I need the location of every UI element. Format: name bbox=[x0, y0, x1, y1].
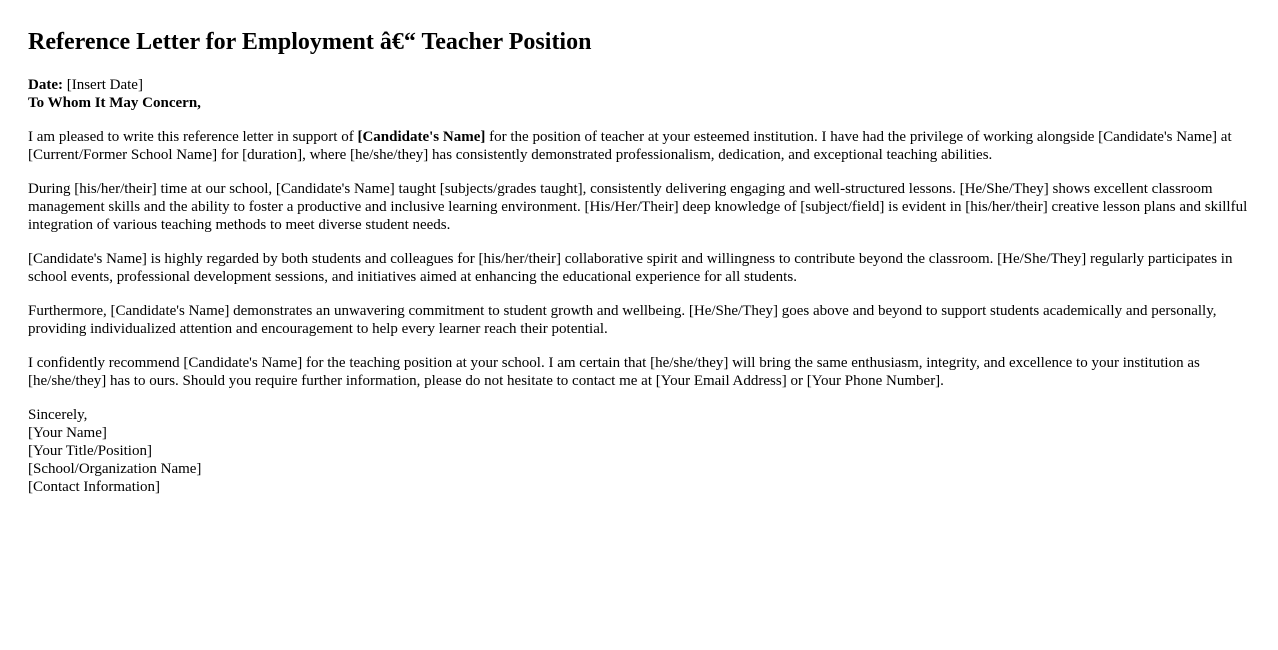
letter-header bbox=[28, 76, 1258, 112]
intro-text-before: I am pleased to write this reference letter in support of bbox=[28, 129, 358, 145]
salutation bbox=[28, 94, 1258, 112]
candidate-name: [Candidate's Name] bbox=[357, 129, 486, 145]
signature-organization: [School/Organization Name] bbox=[28, 461, 202, 477]
date-value: [Insert Date] bbox=[66, 77, 143, 93]
date-label: Date: bbox=[28, 77, 63, 93]
paragraph-collaboration: [Candidate's Name] is highly regarded by both students and colleagues for [his/her/their] collaborative spirit and willingness to contribute beyond the classroom. [He/She/They] regularly participates in school events, professional development sessions, and initiatives aimed at enhancing the educational experience for all students. bbox=[28, 251, 1233, 285]
letter-title: Reference Letter for Employment â€“ Teacher Position bbox=[28, 29, 592, 55]
paragraph-teaching: During [his/her/their] time at our school, [Candidate's Name] taught [subjects/grades taught], consistently delivering engaging and well-structured lessons. [He/She/They] shows excellent classroom management skills and the ability to foster a productive and inclusive learning environment. [His/Her/Their] deep knowledge of [subject/field] is evident in [his/her/their] creative lesson plans and skillful integration of various teaching methods to meet diverse student needs. bbox=[28, 181, 1248, 233]
intro-text-after: for the position of teacher at your esteemed institution. I have had the privilege of working alongside [Candidate's Name] at [Current/Former School Name] for [duration], where [he/she/they] has consistently demonstrated professionalism, dedication, and exceptional teaching abilities. bbox=[28, 129, 1232, 163]
paragraph-recommendation: I confidently recommend [Candidate's Name] for the teaching position at your school. I am certain that [he/she/they] will bring the same enthusiasm, integrity, and excellence to your institution as [he/she/they] has to ours. Should you require further information, please do not hesitate to contact me at [Your Email Address] or [Your Phone Number]. bbox=[28, 355, 1200, 389]
signature-name: [Your Name] bbox=[28, 425, 107, 441]
paragraph-introduction bbox=[28, 128, 1258, 164]
signature-title: [Your Title/Position] bbox=[28, 443, 152, 459]
paragraph-commitment: Furthermore, [Candidate's Name] demonstrates an unwavering commitment to student growth and wellbeing. [He/She/They] goes above and beyond to support students academically and personally, providing individualized attention and encouragement to help every learner reach their potential. bbox=[28, 303, 1217, 337]
signature-block bbox=[28, 406, 1258, 496]
signature-contact: [Contact Information] bbox=[28, 479, 161, 495]
salutation-text: To Whom It May Concern, bbox=[28, 95, 201, 111]
date-line bbox=[28, 76, 1258, 94]
signature-closing: Sincerely, bbox=[28, 407, 88, 423]
